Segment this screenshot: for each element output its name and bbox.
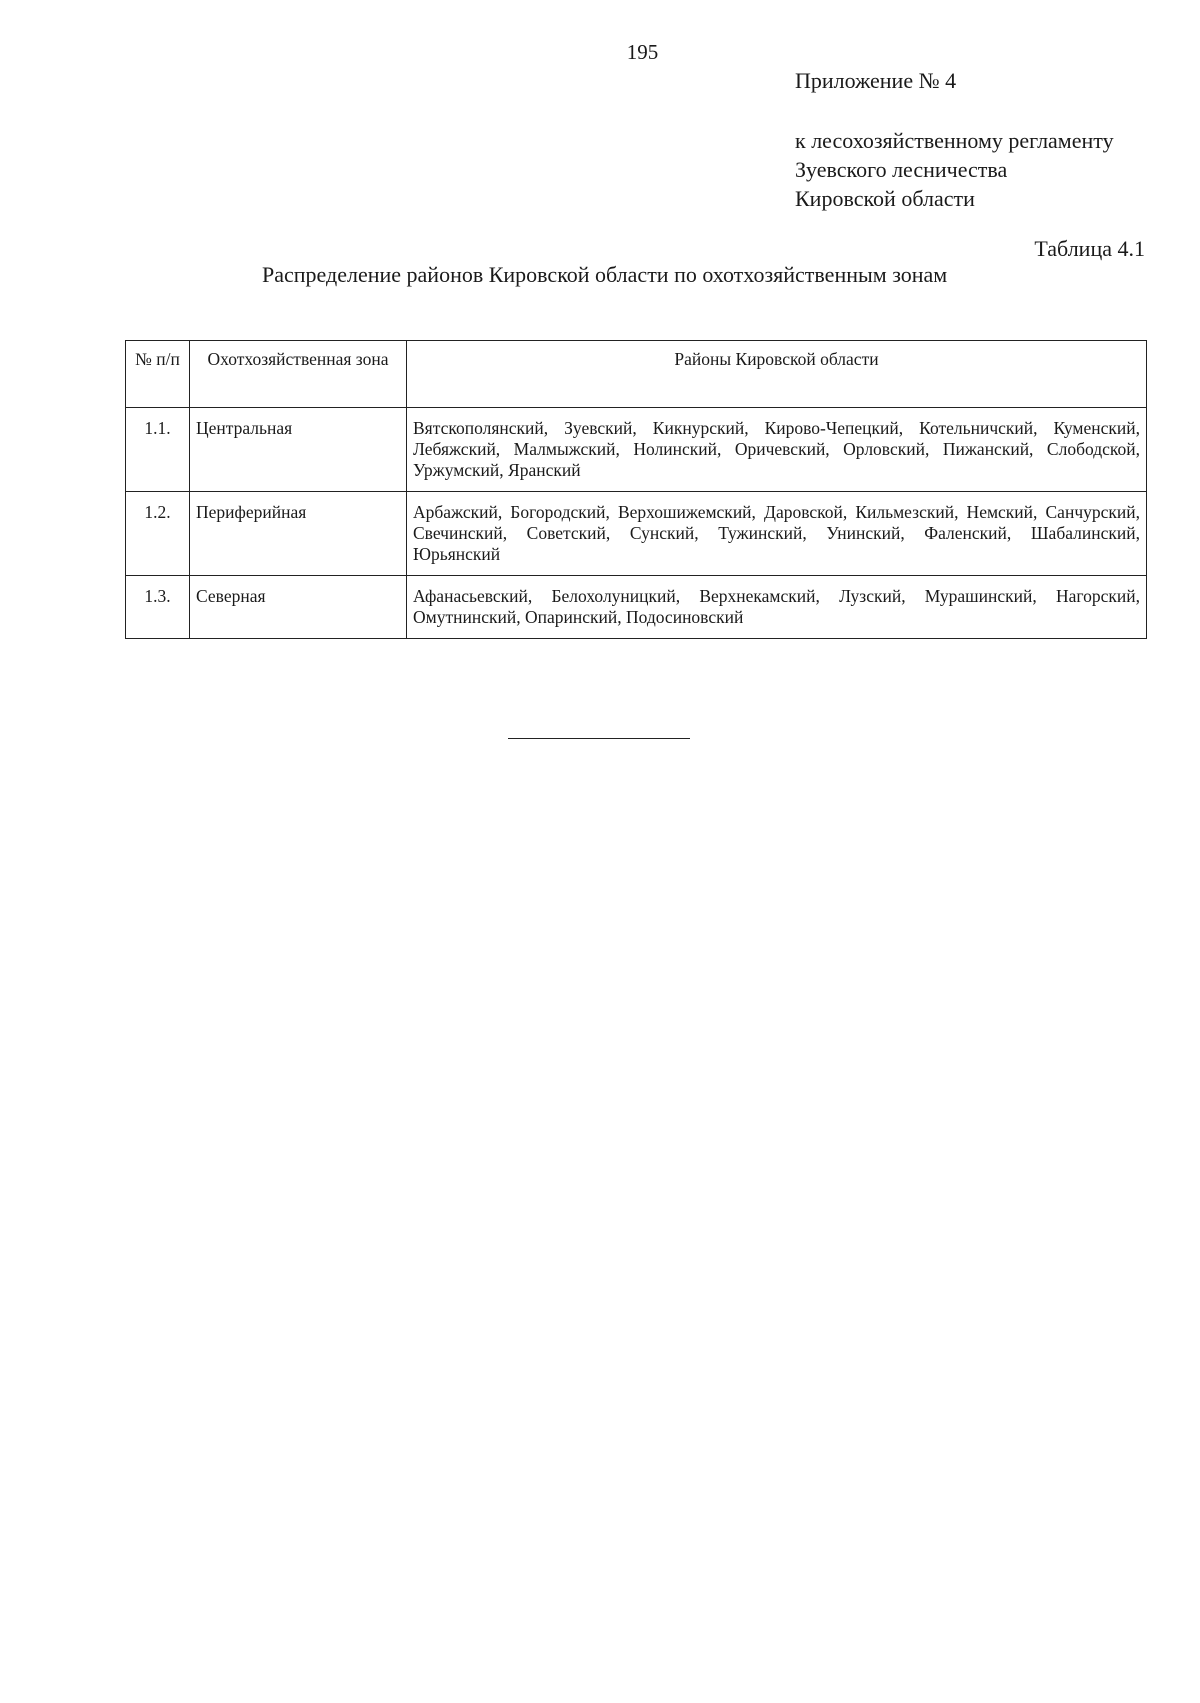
table-row xyxy=(126,408,1147,492)
table-caption: Распределение районов Кировской области по охотхозяйственным зонам xyxy=(262,262,948,287)
row-zone: Центральная xyxy=(190,408,407,492)
table-label: Таблица 4.1 xyxy=(1034,236,1145,261)
row-districts: Вятскополянский, Зуевский, Кикнурский, Кирово-Чепецкий, Котельничский, Куменский, Лебяжский, Малмыжский, Нолинский, Оричевский, Орловский, Пижанский, Слободской, Уржумский, Яранский xyxy=(407,408,1147,492)
row-districts: Арбажский, Богородский, Верхошижемский, Даровской, Кильмезский, Немский, Санчурский, Свечинский, Советский, Сунский, Тужинский, Унинский, Фаленский, Шабалинский, Юрьянский xyxy=(407,492,1147,576)
row-num: 1.2. xyxy=(126,492,190,576)
header-districts: Районы Кировской области xyxy=(407,341,1147,408)
table-header-row xyxy=(126,341,1147,408)
row-zone: Периферийная xyxy=(190,492,407,576)
end-divider xyxy=(508,738,690,739)
table-row xyxy=(126,492,1147,576)
row-num: 1.3. xyxy=(126,576,190,639)
appendix-ref-line: к лесохозяйственному регламенту xyxy=(795,128,1114,153)
header-zone: Охотхозяйственная зона xyxy=(190,341,407,408)
row-zone: Северная xyxy=(190,576,407,639)
zones-table xyxy=(125,340,1147,639)
appendix-ref-line: Кировской области xyxy=(795,186,975,211)
table-row xyxy=(126,576,1147,639)
row-num: 1.1. xyxy=(126,408,190,492)
page-number: 195 xyxy=(626,40,659,64)
appendix-title: Приложение № 4 xyxy=(795,68,957,93)
header-num: № п/п xyxy=(126,341,190,408)
appendix-reference xyxy=(795,126,1114,213)
appendix-ref-line: Зуевского лесничества xyxy=(795,157,1008,182)
row-districts: Афанасьевский, Белохолуницкий, Верхнекамский, Лузский, Мурашинский, Нагорский, Омутнинский, Опаринский, Подосиновский xyxy=(407,576,1147,639)
